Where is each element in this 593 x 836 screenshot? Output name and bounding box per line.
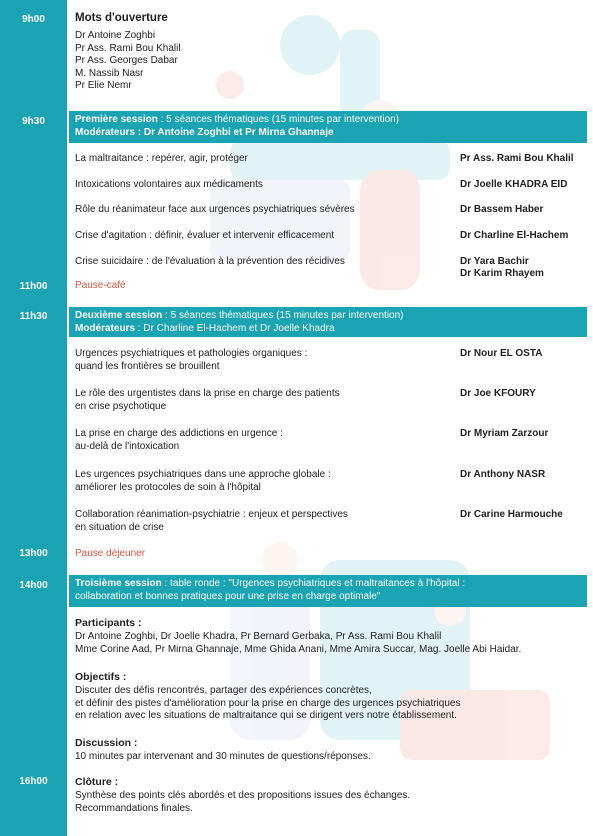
talk-speaker: Dr Joe KFOURY	[460, 388, 536, 399]
talk-title	[75, 469, 445, 494]
participants-line: Mme Corine Aad, Pr Mirna Ghannaje, Mme Ghida Anani, Mme Amira Succar, Mag. Joelle Abi Haidar.	[75, 643, 522, 655]
talk-title-line: Le rôle des urgentistes dans la prise en charge des patients	[75, 388, 340, 399]
session2-title: Deuxième session	[75, 310, 163, 321]
talk-title: La maltraitance : repérer, agir, protéger	[75, 153, 248, 164]
objectives-line: et définir des pistes d'amélioration pour la prise en charge des urgences psychiatriques	[75, 697, 461, 709]
session1-subtitle: : 5 séances thématiques (15 minutes par intervention)	[157, 114, 400, 125]
talk-speaker: Dr Bassem Haber	[460, 204, 544, 215]
session3-title: Troisième session	[75, 578, 162, 589]
closing-line: Recommandations finales.	[75, 802, 193, 814]
discussion-block	[75, 737, 585, 764]
objectives-block	[75, 671, 585, 723]
talk-speaker: Dr Myriam Zarzour	[460, 428, 549, 439]
talk-title-line: au-delà de l'intoxication	[75, 440, 180, 452]
session2-moderators: : Dr Charline El-Hachem et Dr Joelle Khadra	[135, 322, 335, 334]
session2-moderators-label: Modérateurs	[75, 322, 136, 334]
objectives-line: en relation avec les situations de maltraitance qui se dirigent vers notre établissement.	[75, 710, 457, 721]
talk-title	[75, 388, 445, 413]
time-label: 11h30	[19, 311, 48, 322]
objectives-label: Objectifs :	[75, 671, 127, 683]
opening-block	[75, 12, 585, 93]
talk-speaker: Dr Anthony NASR	[460, 469, 546, 480]
talk-speaker: Dr Charline El-Hachem	[460, 230, 569, 241]
participants-block	[75, 617, 585, 656]
closing-line: Synthèse des points clés abordés et des propositions issues des échanges.	[75, 790, 411, 801]
session3-subtitle: : table ronde : "Urgences psychiatriques et maltraitances à l'hôpital :	[161, 578, 466, 589]
talk-speaker: Dr Nour EL OSTA	[460, 348, 543, 359]
talk-title	[75, 428, 445, 453]
session3-subtitle-2: collaboration et bonnes pratiques pour une prise en charge optimale"	[75, 590, 381, 602]
time-label: 9h00	[22, 14, 45, 25]
talk-speaker: Dr Yara Bachir	[460, 256, 529, 267]
time-label: 14h00	[19, 580, 48, 591]
talk-title-line: La prise en charge des addictions en urgence :	[75, 428, 283, 439]
opening-speaker: Pr Ass. Rami Bou Khalil	[75, 42, 181, 54]
time-label: 13h00	[19, 548, 48, 559]
talk-speaker: Pr Ass. Rami Bou Khalil	[460, 153, 574, 164]
talk-title	[75, 348, 445, 373]
talk-speaker: Dr Carine Harmouche	[460, 509, 563, 520]
objectives-line: Discuter des défis rencontrés, partager des expériences concrètes,	[75, 685, 372, 696]
session2-banner	[69, 307, 587, 337]
opening-speaker: Pr Elie Nemr	[75, 80, 132, 91]
talk-title-line: Urgences psychiatriques et pathologies organiques :	[75, 348, 308, 359]
session1-banner	[69, 111, 587, 143]
session1-title: Première session	[75, 114, 158, 125]
talk-title: Crise suicidaire : de l'évaluation à la prévention des récidives	[75, 256, 345, 267]
talk-speaker: Dr Joelle KHADRA EID	[460, 179, 568, 190]
opening-speaker: M. Nassib Nasr	[75, 67, 144, 79]
participants-line: Dr Antoine Zoghbi, Dr Joelle Khadra, Pr Bernard Gerbaka, Pr Ass. Rami Bou Khalil	[75, 631, 442, 642]
session1-moderators: : Dr Antoine Zoghbi et Pr Mirna Ghannaje	[135, 126, 334, 138]
closing-label: Clôture :	[75, 776, 119, 788]
session3-banner	[69, 575, 587, 607]
participants-label: Participants :	[75, 617, 142, 629]
discussion-label: Discussion :	[75, 737, 138, 749]
talk-title-line: améliorer les protocoles de soin à l'hôpital	[75, 481, 261, 493]
talk-title	[75, 509, 445, 534]
talk-title: Rôle du réanimateur face aux urgences psychiatriques sévères	[75, 204, 355, 215]
opening-speaker: Dr Antoine Zoghbi	[75, 30, 156, 41]
session1-moderators-label: Modérateurs	[75, 126, 136, 138]
talk-title-line: Collaboration réanimation-psychiatrie : enjeux et perspectives	[75, 509, 348, 520]
opening-title: Mots d'ouverture	[75, 12, 168, 24]
talk-title-line: Les urgences psychiatriques dans une approche globale :	[75, 469, 331, 480]
closing-block	[75, 776, 585, 815]
time-label: 16h00	[19, 776, 48, 787]
talk-title: Crise d'agitation : définir, évaluer et intervenir efficacement	[75, 230, 335, 241]
talk-title-line: en situation de crise	[75, 521, 164, 533]
pause-coffee: Pause-café	[75, 280, 126, 291]
talk-title-line: quand les frontières se brouillent	[75, 360, 220, 372]
time-label: 11h00	[19, 281, 48, 292]
talk-title: Intoxications volontaires aux médicaments	[75, 179, 263, 190]
session2-subtitle: : 5 séances thématiques (15 minutes par intervention)	[162, 310, 404, 321]
pause-lunch: Pause déjeuner	[75, 548, 146, 559]
talk-title-line: en crise psychotique	[75, 400, 167, 412]
talk-speaker: Dr Karim Rhayem	[460, 268, 544, 279]
discussion-text: 10 minutes par intervenant and 30 minutes de questions/réponses.	[75, 751, 371, 762]
time-label: 9h30	[22, 116, 45, 127]
opening-speaker: Pr Ass. Georges Dabar	[75, 55, 178, 66]
